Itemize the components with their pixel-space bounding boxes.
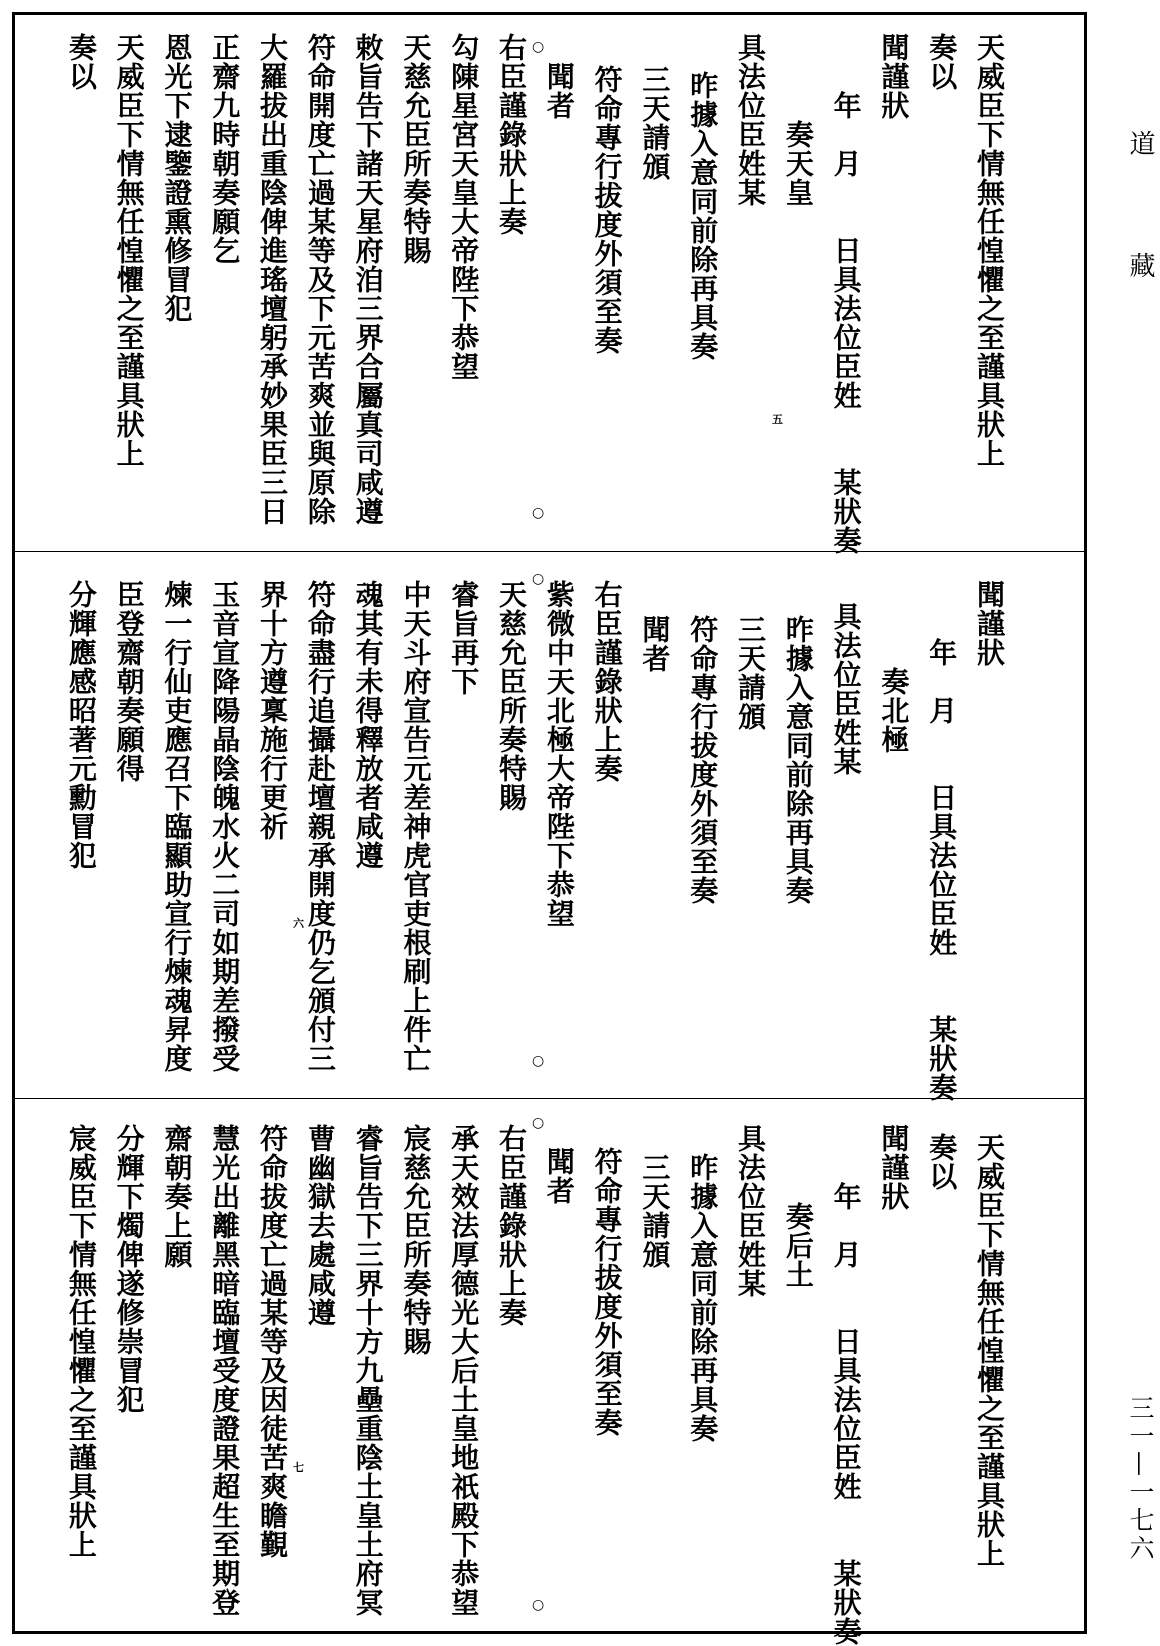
- register-top: [15, 15, 1084, 555]
- text-column: 聞謹狀: [973, 580, 1006, 667]
- text-column: 符命盡行追攝赴壇親承開度仍乞頒付三: [303, 580, 337, 1073]
- text-column: 天慈允臣所奏特賜: [495, 580, 529, 812]
- text-column: 奏天皇: [781, 120, 815, 207]
- text-column: 奏后土: [781, 1202, 815, 1290]
- text-column: 奏北極: [877, 667, 911, 754]
- text-column: 右臣謹錄狀上奏: [495, 1124, 529, 1327]
- text-column: 年 月 日具法位臣姓 某狀奏: [925, 638, 959, 1102]
- text-column: 魂其有未得釋放者咸遵: [351, 580, 385, 870]
- text-column: 奏以: [925, 1132, 959, 1191]
- text-column: 臣登齋朝奏願得: [112, 580, 146, 783]
- page-frame: [12, 12, 1087, 1646]
- text-column: 慧光出離黑暗臨壇受度證果超生至期登: [208, 1124, 242, 1617]
- text-column: 恩光下逮鑒證熏修冒犯: [160, 33, 194, 323]
- text-column: 宸威臣下情無任惶懼之至謹具狀上: [64, 1124, 98, 1559]
- text-column: 正齋九時朝奏願乞: [208, 33, 242, 265]
- text-column: 勾陳星宮天皇大帝陛下恭望: [447, 33, 481, 381]
- text-column: 敕旨告下諸天星府洎三界合屬真司咸遵: [351, 33, 385, 526]
- text-column: 右臣謹錄狀上奏: [495, 33, 529, 236]
- text-column: 符命專行拔度外須至奏: [590, 1147, 624, 1438]
- text-column: 符命拔度亡過某等及因徒苦爽瞻覲: [256, 1124, 290, 1559]
- text-column: 界十方遵稟施行更祈: [256, 580, 290, 841]
- text-column: 符命開度亡過某等及下元苦爽並與原除: [303, 33, 337, 526]
- text-column: 聞謹狀: [877, 1124, 911, 1211]
- text-column: 紫微中天北極大帝陛下恭望: [542, 580, 576, 928]
- text-column: 中天斗府宣告元差神虎官吏根刷上件亡: [399, 580, 433, 1073]
- text-column: 右臣謹錄狀上奏: [590, 580, 624, 783]
- circle-mark: ○: [532, 39, 545, 55]
- text-column: 天慈允臣所奏特賜: [399, 33, 433, 265]
- text-column: 大羅拔出重陰俾進瑤壇躬承妙果臣三日: [256, 33, 290, 526]
- page-number: 三一—一七六: [1126, 1395, 1155, 1563]
- register-bottom: [15, 1098, 1084, 1646]
- circle-mark: ○: [532, 1597, 545, 1613]
- text-column: 承天效法厚德光大后土皇地祇殿下恭望: [447, 1124, 481, 1617]
- text-column: 玉音宣降陽晶陰魄水火二司如期差撥受: [208, 580, 242, 1073]
- text-column: 聞者: [542, 62, 576, 120]
- text-column: 奏以: [64, 33, 98, 91]
- text-column: 睿旨再下: [447, 580, 481, 696]
- text-column: 符命專行拔度外須至奏: [686, 614, 720, 905]
- text-column: 齋朝奏上願: [160, 1124, 194, 1269]
- text-column: 煉一行仙吏應召下臨顯助宣行煉魂昇度: [160, 580, 194, 1073]
- text-column: 聞者: [638, 614, 672, 673]
- text-column: 聞者: [542, 1147, 576, 1206]
- margin-title: 道藏: [1125, 130, 1155, 374]
- text-column: 年 月 日具法位臣姓 某狀奏: [829, 91, 863, 555]
- text-column: 具法位臣姓某: [734, 1124, 768, 1298]
- margin-note: 七: [293, 1461, 304, 1474]
- text-column: 具法位臣姓某: [829, 601, 863, 776]
- text-column: 三天請頒: [734, 614, 768, 731]
- text-column: 曹幽獄去處咸遵: [303, 1124, 337, 1327]
- text-column: 睿旨告下三界十方九壘重陰土皇土府冥: [351, 1124, 385, 1617]
- text-column: 分輝應感昭著元勳冒犯: [64, 580, 98, 870]
- text-column: 昨據入意同前除再具奏: [686, 1153, 720, 1443]
- margin-note: 六: [293, 917, 304, 930]
- circle-mark: ○: [532, 1115, 545, 1131]
- margin-note: 五: [772, 413, 783, 426]
- text-column: 昨據入意同前除再具奏: [686, 70, 720, 361]
- text-column: 三天請頒: [638, 1153, 672, 1269]
- text-column: 天威臣下情無任惶懼之至謹具狀上: [112, 33, 146, 468]
- text-column: 聞謹狀: [877, 33, 911, 120]
- register-middle: [15, 551, 1084, 1102]
- text-column: 昨據入意同前除再具奏: [781, 614, 815, 905]
- text-column: 天威臣下情無任惶懼之至謹具狀上: [973, 33, 1006, 468]
- circle-mark: ○: [532, 505, 545, 521]
- text-column: 符命專行拔度外須至奏: [590, 64, 624, 355]
- text-column: 年 月 日具法位臣姓 某狀奏: [829, 1182, 863, 1646]
- circle-mark: ○: [532, 1053, 545, 1069]
- text-column: 宸慈允臣所奏特賜: [399, 1124, 433, 1356]
- text-column: 奏以: [925, 33, 959, 91]
- text-column: 具法位臣姓某: [734, 33, 768, 207]
- circle-mark: ○: [532, 571, 545, 587]
- text-column: 三天請頒: [638, 64, 672, 181]
- text-column: 天威臣下情無任惶懼之至謹具狀上: [973, 1132, 1006, 1568]
- text-column: 分輝下燭俾遂修崇冒犯: [112, 1124, 146, 1414]
